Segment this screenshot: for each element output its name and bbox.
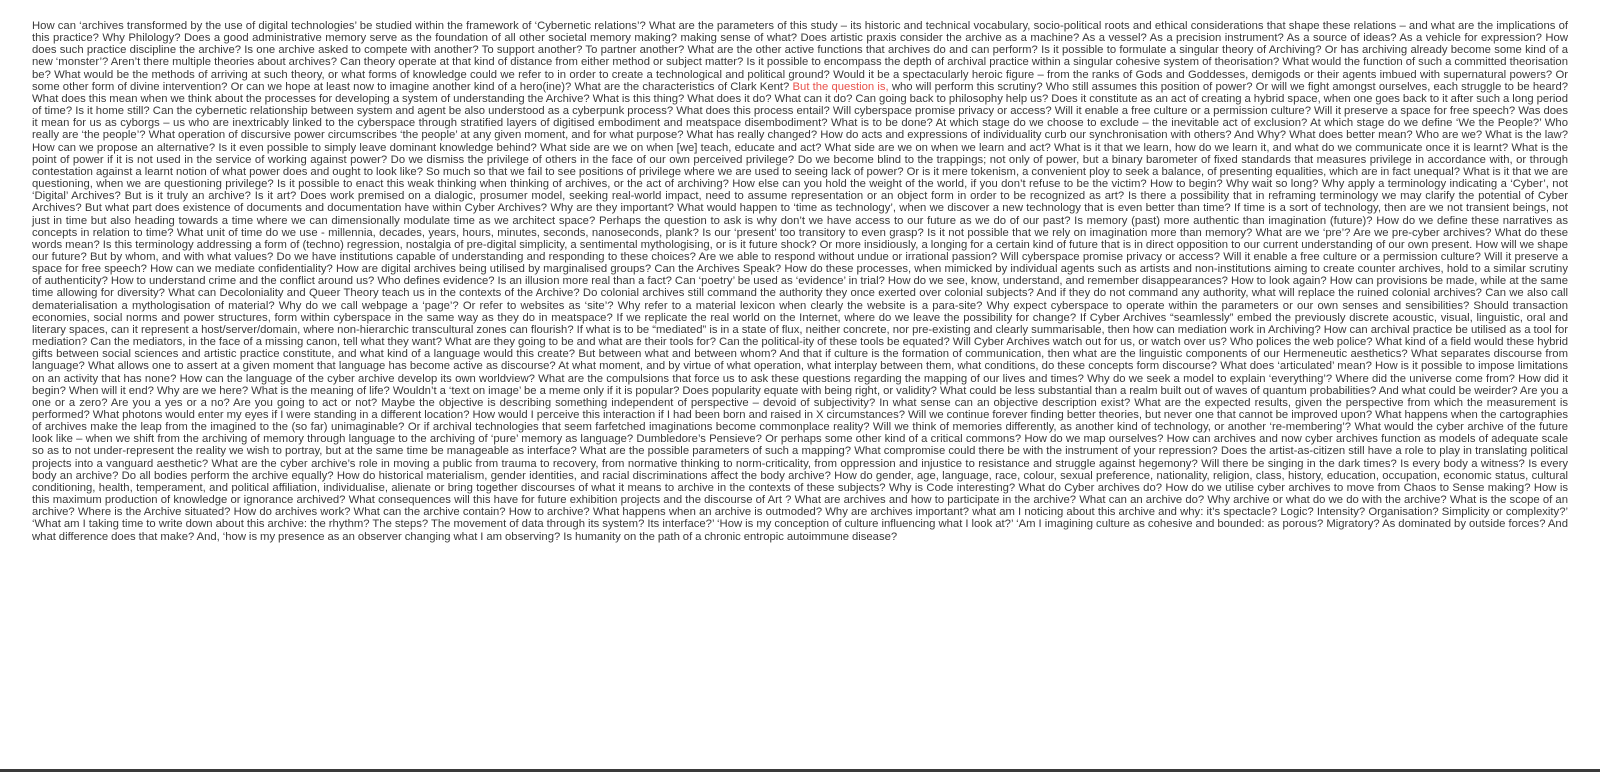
essay-text-before-highlight: How can ‘archives transformed by the use of digital technologies’ be studied within the framework of ‘Cybernetic relations’? What are the parameters of this study – its historic and technical vocabulary, socio-political roots and ethical considerations that shape these relations – and what are the implications of this practice? Why Philology? Does a good administrative memory serve as the foundation of all other societal memory making? making sense of what? Does artistic praxis consider the archive as a machine? As a vessel? As a precision instrument? As a source of ideas? As a vehicle for expression? How does such practice discipline the archive? Is one archive asked to compete with another? To support another? To partner another? What are the other active functions that archives do and can perform? Is it possible to formulate a singular theory of Archiving? Or has archiving already become some kind of a new ‘monster’? Aren’t there multiple theories about archives? Can theory operate at that kind of distance from either method or subject matter? Is it possible to encompass the depth of archival practice within a singular cohesive system of theorisation? What would the function of such a committed theorisation be? What would be the methods of arriving at such theory, or what forms of knowledge could we refer to in order to create a technological and political ground? Would it be a spectacularly heroic figure – from the ranks of Gods and Goddesses, demigods or their agents imbued with supernatural powers? Or some other form of divine intervention? Or can we hope at least now to imagine another kind of a hero(ine)? What are the characteristics of Clark Kent? [32,20,1568,93]
highlighted-phrase: But the question is, [792,80,889,93]
essay-text-block [32,20,1568,543]
essay-text-after-highlight: who will perform this scrutiny? Who still assumes this position of power? Or will we fight amongst ourselves, each struggle to be heard? What does this mean when we think about the processes for developing a system of understanding the Archive? What is this thing? What does it do? What can it do? Can going back to philosophy help us? Does it constitute as an act of creating a hybrid space, when one goes back to it after such a long period of time? Is it home still? Can the cybernetic relationship between system and agent be also understood as a cyberpunk process? What does this process entail? Will cyberspace promise privacy or access? Will it enable a free culture or a permission culture? Will it preserve a space for free speech? Was does it mean for us as cyborgs – us who are inextricably linked to the cyberspace through stratified layers of digitised embodiment and meatspace disembodiment? What is to be done? At which stage do we choose to exclude – the inevitable act of exclusion? At which stage do we define ‘We the People?’ Who really are ‘the people’? What operation of discursive power circumscribes ‘the people’ at any given moment, and for what purpose? What has really changed? How do acts and expressions of individuality curb our synchronisation with others? And Why? What does better mean? Who are we? What is the law? How can we propose an alternative? Is it even possible to simply leave dominant knowledge behind? What side are we on when [we] teach, educate and act? What side are we on when we learn and act? What is it that we learn, how do we learn it, and what do we communicate once it is learnt? What is the point of power if it is not used in the service of working against power? Do we dismiss the privilege of others in the face of our own perceived privilege? Do we become blind to the trappings; not only of power, but a binary barometer of fixed standards that measures privilege in accordance with, or through contestation against a learnt notion of what power does and ought to look like? So much so that we fail to see positions of privilege where we are used to seeing lack of power? Or is it mere tokenism, a convenient ploy to seek a balance, of presenting equalities, which are in fact unequal? What is it that we are questioning, when we are questioning privilege? Is it possible to enact this weak thinking when thinking of archives, or the act of archiving? How else can you hold the weight of the world, if you don’t refuse to be the victim? How to begin? Why wait so long? Why apply a terminology indicating a ‘Cyber’, not ‘Digital’ Archives? But is it truly an archive? Is it art? Does work premised on a dialogic, prosumer model, seeking real-world impact, need to assume representation or an object form in order to be recognized as art? Is there a possibility that in reframing terminology we may clarify the potential of Cyber Archives? But what part does existence of documents and documentation have within Cyber Archives? Why are they important? What would happen to ‘time as technology’, when we discover a new technology that is even better than time? If time is a sort of technology, then are we not transient beings, not just in time but also heading towards a time where we can dimensionally modulate time as we architect space? Perhaps the question to ask is why don’t we have access to our future as we do of our past? Is memory (past) more authentic than imagination (future)? How do we define these narratives as concepts in relation to time? What unit of time do we use - millennia, decades, years, hours, minutes, seconds, nanoseconds, plank? Is our ‘present’ too transitory to even grasp? Is it not possible that we rely on imagination more than memory? What are we ‘pre’? Are we pre-cyber archives? What do these words mean? Is this terminology addressing a form of (techno) regression, nostalgia of pre-digital simplicity, a sentimental mythologising, or is it future shock? Or more insidiously, a longing for a certain kind of future that is in direct opposition to our current understanding of our own present. How will we shape our future? But by whom, and with what values? Do we have institutions capable of understanding and responding to these choices? Are we able to respond without undue or irrational passion? Will cyberspace promise privacy or access? Will it enable a free culture or a permission culture? Will it preserve a space for free speech? How can we mediate confidentiality? How are digital archives being utilised by marginalised groups? Can the Archives Speak? How do these processes, when mimicked by individual agents such as artists and non-institutions aiming to create counter archives, hold to a similar scrutiny of authenticity? How to understand crime and the conflict around us? Who defines evidence? Is an illusion more real than a fact? Can ‘poetry’ be used as ‘evidence’ in trial? How do we see, know, understand, and remember disappearances? How to look again? How can provisions be made, while at the same time allowing for diversity? What can Decoloniality and Queer Theory teach us in the contexts of the Archive? Do colonial archives still command the authority they once exerted over colonial subjects? And if they do not command any authority, what will replace the ruined colonial archives? Can we also call dematerialisation a mythologisation of material? Why do we call webpage a ‘page’? Or refer to websites as ‘site’? Why refer to a material lexicon when clearly the website is a para-site? Why expect cyberspace to operate within the parameters or our own senses and sensibilities? Should transaction economies, social norms and power structures, form within cyberspace in the same way as they do in meatspace? If we replicate the real world on the Internet, where do we leave the possibility for change? If Cyber Archives “seamlessly” embed the previously discrete acoustic, visual, linguistic, oral and literary spaces, can it represent a host/server/domain, where non-hierarchic transcultural zones can flourish? If what is to be “mediated” is in a state of flux, neither concrete, nor pre-existing and clearly summarisable, then how can mediation work in Archiving? How can archival practice be utilised as a tool for mediation? Can the mediators, in the face of a missing canon, tell what they want? What are they going to be and what are their tools for? Can the political-ity of these tools be equated? Will Cyber Archives watch out for us, or watch over us? Who polices the web police? What kind of a field would these hybrid gifts between social sciences and artistic practice constitute, and what kind of a language would this create? But between what and between whom? And that if culture is the formation of communication, then what are the linguistic components of our Hermeneutic aesthetics? What separates discourse from language? What allows one to assert at a given moment that language has become active as discourse? At what moment, and by virtue of what operation, what interplay between them, what conditions, do these concepts form discourse? What does ‘articulated’ mean? How is it possible to impose limitations on an activity that has none? How can the language of the cyber archive develop its own worldview? What are the compulsions that force us to ask these questions regarding the mapping of our lives and times? Why do we seek a model to explain ‘everything’? Where did the universe come from? How did it begin? When will it end? Why are we here? What is the meaning of life? Wouldn’t a ‘text on image’ be a meme only if it is popular? Does popularity equate with being right, or validity? What could be less substantial than a realm built out of waves of quantum probabilities? And what could be weirder? Are you a one or a zero? Are you a yes or a no? Are you going to act or not? Maybe the objective is describing something independent of perspective – devoid of subjectivity? In what sense can an objective description exist? What are the expected results, given the perspective from which the measurement is performed? What photons would enter my eyes if I were standing in a different location? How would I perceive this interaction if I had been born and raised in X circumstances? Will we continue forever finding better theories, but never one that cannot be improved upon? What happens when the cartographies of archives make the leap from the imagined to the (so far) unimaginable? Or if archival technologies that seem farfetched imaginations become commonplace reality? Will we think of memories differently, as another kind of technology, or another ‘re-membering’? What would the cyber archive of the future look like – when we shift from the archiving of memory through language to the archiving of ‘pure’ memory as language? Dumbledore’s Pensieve? Or perhaps some other kind of a critical commons? How do we map ourselves? How can archives and now cyber archives function as models of adequate scale so as to not under-represent the reality we wish to portray, but at the same time be manageable as interface? What are the possible parameters of such a mapping? What compromise could there be with the instrument of your repression? Does the artist-as-citizen still have a role to play in translating political projects into a vanguard aesthetic? What are the cyber archive’s role in moving a public from trauma to recovery, from normative thinking to norm-criticality, from oppression and injustice to resistance and struggle against hegemony? Will there be singing in the dark times? Is every body a witness? Is every body an archive? Do all bodies perform the archive equally? How do historical materialism, gender identities, and racial discriminations affect the body archive? How do gender, age, language, race, colour, sexual preference, nationality, religion, class, history, education, occupation, economic status, cultural conditioning, health, temperament, and political affiliation, individualise, alienate or bring together discourses of what it means to archive in the contexts of these subjects? Why is Code interesting? What do Cyber archives do? How do we utilise cyber archives to move from Chaos to Sense making? How is this maximum production of knowledge or ignorance archived? What consequences will this have for future exhibition projects and the discourse of Art ? What are archives and how to participate in the archive? What can an archive do? Why archive or what do we do with the archive? What is the scope of an archive? Where is the Archive situated? How do archives work? What can the archive contain? How to archive? What happens when an archive is outmoded? Why are archives important? what am I noticing about this archive and why: it’s spectacle? Logic? Intensity? Organisation? Simplicity or complexity?’ ‘What am I taking time to write down about this archive: the rhythm? The steps? The movement of data through its system? Its interface?’ ‘How is my conception of culture influencing what I look at?’ ‘Am I imagining culture as cohesive and bounded: as porous? Migratory? As dominated by outside forces? And what difference does that make? And, ‘how is my presence as an observer changing what I am observing? Is humanity on the path of a chronic entropic autoimmune disease? [32,80,1569,543]
